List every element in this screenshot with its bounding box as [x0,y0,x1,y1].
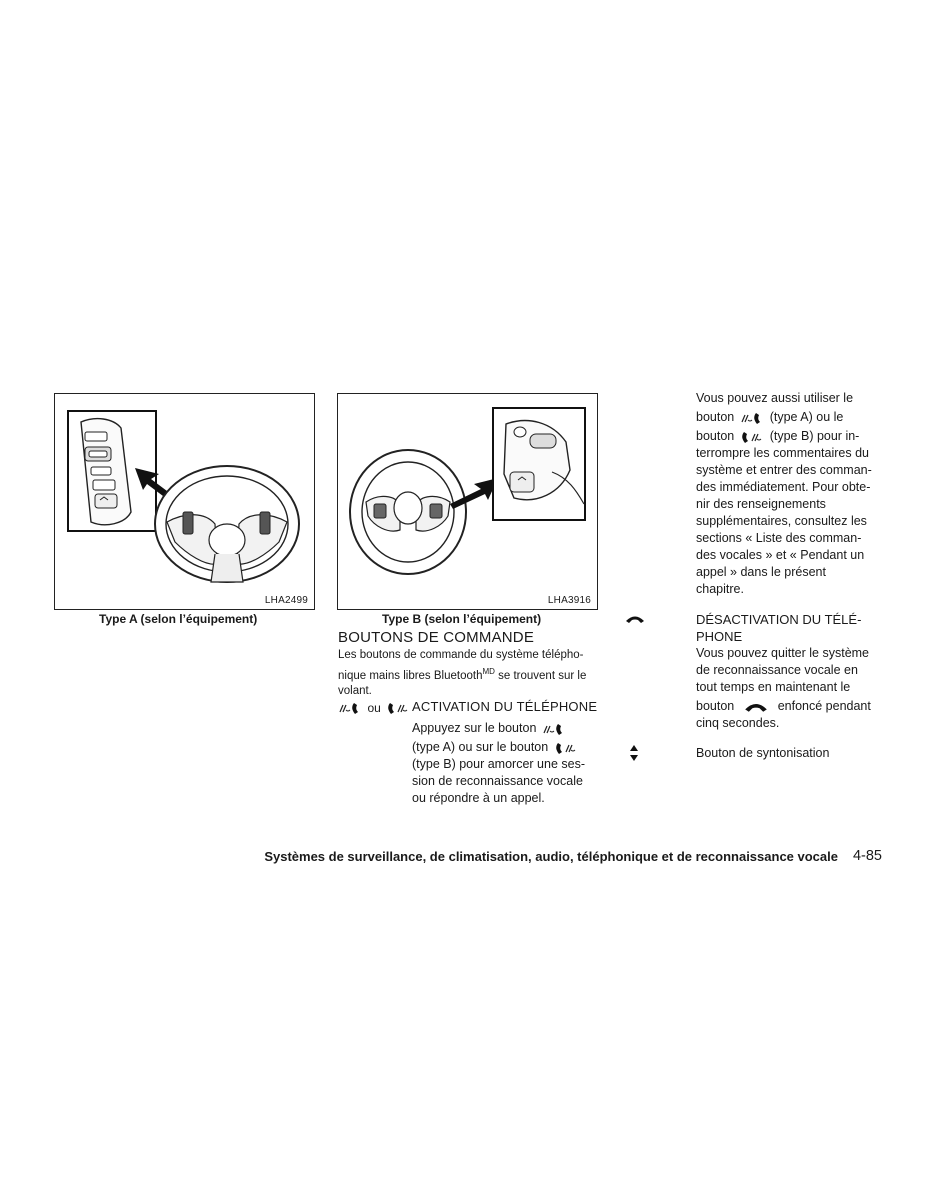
talk-phone-icon [338,700,362,716]
figure-code: LHA3916 [547,595,591,606]
paragraph-text: bouton [696,429,735,443]
figure-caption: Type A (selon l’équipement) [99,612,258,626]
activation-paragraph [412,720,585,807]
paragraph-line: Vous pouvez aussi utiliser le [696,391,854,405]
phone-talk-icon [554,740,578,756]
paragraph-line [696,409,872,426]
deactivation-heading: DÉSACTIVATION DU TÉLÉ- [696,612,862,627]
paragraph-text: (type B) pour in- [769,429,860,443]
intro-line [338,664,586,684]
paragraph-line [696,698,871,715]
figure-code: LHA2499 [264,595,308,606]
intro-text: nique mains libres Bluetooth [338,669,483,682]
tuning-button-label: Bouton de syntonisation [696,746,830,760]
section-heading: BOUTONS DE COMMANDE [338,629,535,646]
paragraph-line: des immédiatement. Pour obte- [696,480,871,494]
trademark-superscript: MD [482,666,495,676]
deactivation-section [696,611,871,732]
paragraph-line: nir des renseignements [696,497,826,511]
activation-line [412,739,585,756]
activation-text: (type A) ou sur le bouton [412,740,549,754]
activation-line: (type B) pour amorcer une ses- [412,757,585,771]
page-number: 4-85 [852,848,882,864]
figure-caption: Type B (selon l’équipement) [382,612,542,626]
paragraph-line: Vous pouvez quitter le système [696,646,870,660]
figure-type-a [54,393,315,610]
activation-icons [338,699,410,717]
intro-text: se trouvent sur le [494,669,587,682]
paragraph-text: bouton [696,699,735,713]
or-text: ou [367,701,381,715]
paragraph-line: appel » dans le présent [696,565,826,579]
paragraph-text: enfoncé pendant [777,699,871,713]
talk-phone-icon [740,410,764,426]
hang-up-icon [625,614,645,624]
intro-line: Les boutons de commande du système télépho- [338,649,584,661]
paragraph-line: cinq secondes. [696,716,780,730]
footer-title: Systèmes de surveillance, de climatisation, audio, téléphonique et de reconnaissance vocale [264,849,838,864]
phone-talk-icon [386,700,410,716]
hang-up-icon [744,701,768,713]
activation-heading: ACTIVATION DU TÉLÉPHONE [412,699,598,714]
paragraph-line: de reconnaissance vocale en [696,663,858,677]
paragraph-line: supplémentaires, consultez les [696,514,867,528]
interrupt-paragraph [696,390,872,598]
activation-line: ou répondre à un appel. [412,791,545,805]
figure-type-b [337,393,598,610]
deactivation-heading: PHONE [696,629,743,644]
paragraph-line: sections « Liste des comman- [696,531,862,545]
activation-line: sion de reconnaissance vocale [412,774,583,788]
paragraph-line: des vocales » et « Pendant un [696,548,865,562]
talk-phone-icon [542,721,566,737]
paragraph-text: bouton [696,410,735,424]
paragraph-line: système et entrer des comman- [696,463,872,477]
paragraph-line: tout temps en maintenant le [696,680,851,694]
intro-line: volant. [338,684,372,697]
steering-wheel-type-a-illustration [55,394,314,609]
activation-line [412,720,585,737]
paragraph-line [696,428,872,445]
paragraph-text: (type A) ou le [769,410,844,424]
phone-talk-icon [740,429,764,445]
tuning-arrows-icon [629,744,639,762]
steering-wheel-type-b-illustration [338,394,597,609]
paragraph-line: terrompre les commentaires du [696,446,869,460]
intro-paragraph [338,648,586,699]
activation-text: Appuyez sur le bouton [412,721,537,735]
paragraph-line: chapitre. [696,582,744,596]
